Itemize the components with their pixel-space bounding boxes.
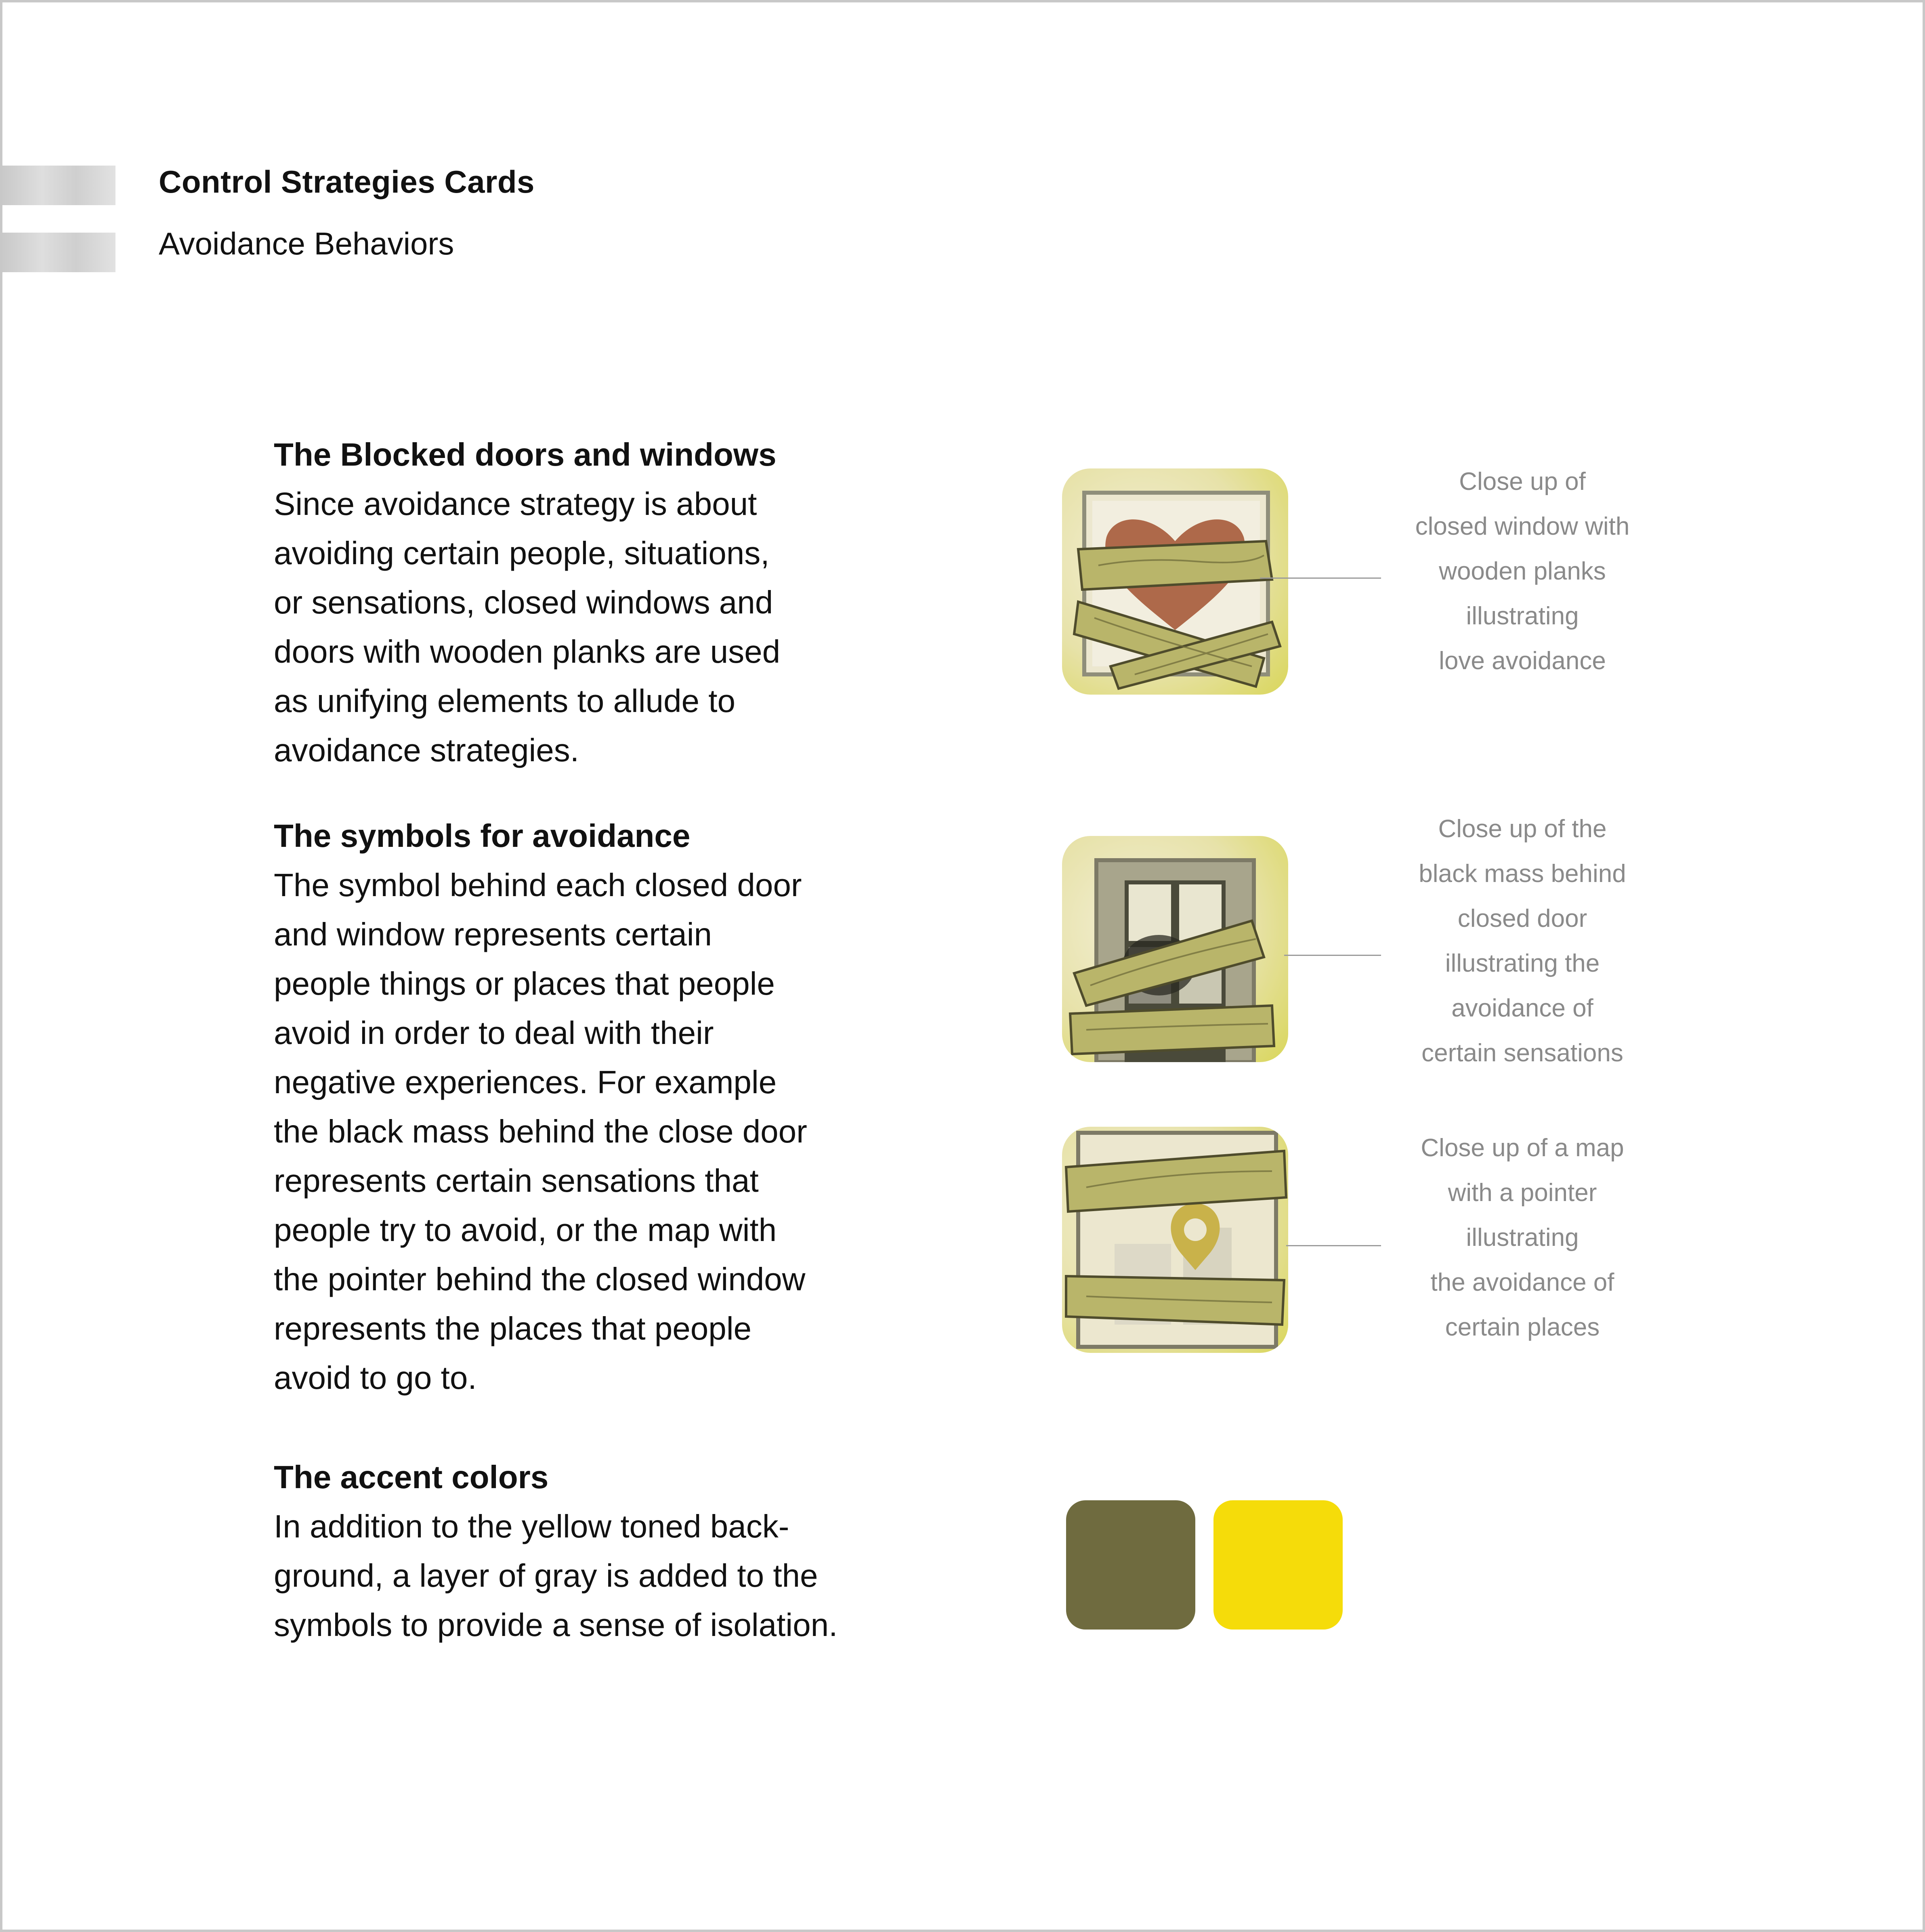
section-heading: The symbols for avoidance — [274, 818, 691, 854]
section-body: The symbol behind each closed door and window represents certain people things or places that people avoid in order to deal with their negative experiences. For example the black mass behind the close door represents certain sensations that people try to avoid, or the map with the pointer behind the closed window represents the places that people avoid to go to. — [274, 867, 807, 1396]
heart-behind-boarded-window-icon — [1062, 468, 1288, 695]
accent-swatch-olive — [1066, 1500, 1195, 1630]
section-heading: The Blocked doors and windows — [274, 437, 777, 472]
section-accent-colors — [274, 1453, 871, 1650]
section-body: Since avoidance strategy is about avoiding certain people, situations, or sensations, closed windows and doors with wooden planks are used as unifying elements to allude to avoidance strategies. — [274, 486, 781, 768]
section-blocked-doors — [274, 430, 871, 775]
card-caption: Close up of a map with a pointer illustrating the avoidance of certain places — [1421, 1134, 1624, 1341]
document-subtitle: Avoidance Behaviors — [159, 226, 454, 261]
card-love-avoidance — [1062, 468, 1288, 695]
header-stripe-top — [2, 166, 115, 205]
map-pointer-behind-boarded-window-icon — [1062, 1127, 1288, 1353]
section-body: In addition to the yellow toned back- ground, a layer of gray is added to the symbols to provide a sense of isolation. — [274, 1508, 838, 1643]
section-symbols — [274, 811, 871, 1403]
header-stripe-bottom — [2, 233, 115, 272]
card-place-avoidance — [1062, 1127, 1288, 1353]
accent-swatch-yellow — [1213, 1500, 1343, 1630]
card-caption: Close up of the black mass behind closed door illustrating the avoidance of certain sensations — [1419, 815, 1626, 1067]
leader-line — [1260, 578, 1381, 579]
section-heading: The accent colors — [274, 1459, 549, 1495]
card-caption: Close up of closed window with wooden planks illustrating love avoidance — [1415, 468, 1630, 675]
document-title: Control Strategies Cards — [159, 164, 535, 200]
black-mass-behind-boarded-door-icon — [1062, 836, 1288, 1062]
card-sensation-avoidance — [1062, 836, 1288, 1062]
